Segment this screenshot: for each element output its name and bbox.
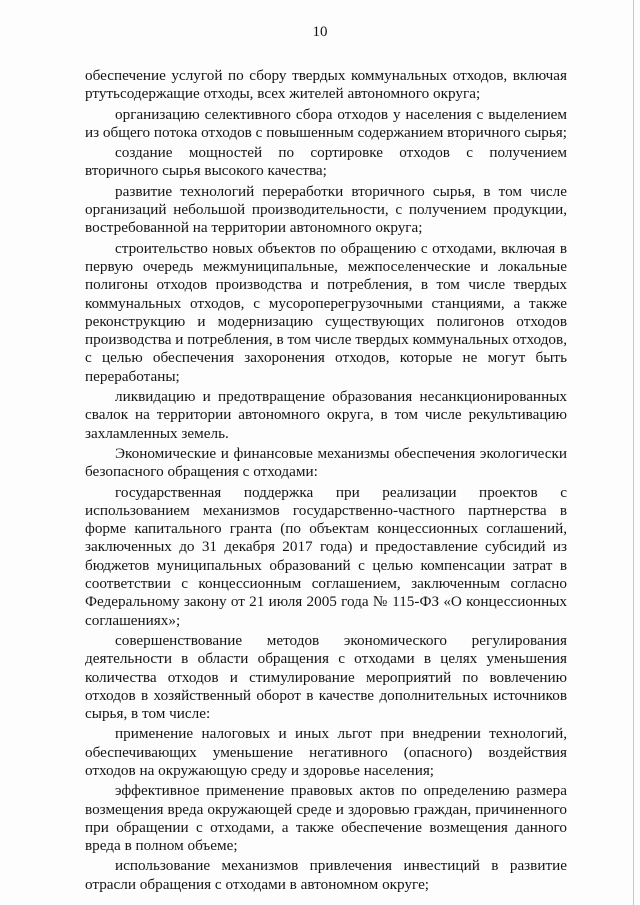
body-text xyxy=(85,67,567,896)
paragraph: Экономические и финансовые механизмы обеспечения экологически безопасного обращения с отходами: xyxy=(85,444,567,481)
page-number: 10 xyxy=(312,24,328,40)
paragraph: ликвидацию и предотвращение образования несанкционированных свалок на территории автономного округа, в том числе рекультивацию захламленных земель. xyxy=(85,388,567,442)
paragraph: использование механизмов привлечения инвестиций в развитие отрасли обращения с отходами в автономном округе; xyxy=(85,857,567,893)
paragraph: развитие технологий переработки вторичного сырья, в том числе организаций небольшой производительности, с получением продукции, востребованной на территории автономного округа; xyxy=(85,182,567,237)
paragraph: эффективное применение правовых актов по определению размера возмещения вреда окружающей среде и здоровью граждан, причиненного при обращении с отходами, а также обеспечение возмещения данного вреда в полном объеме; xyxy=(85,782,567,855)
scan-edge-line xyxy=(633,0,634,905)
paragraph: совершенствование методов экономического регулирования деятельности в области обращения с отходами в целях уменьшения количества отходов и стимулирование мероприятий по вовлечению отходов в хозяйственный оборот в качестве дополнительных источников сырья, в том числе: xyxy=(85,631,567,723)
paragraph: государственная поддержка при реализации проектов с использованием механизмов государственно-частного партнерства в форме капитального гранта (по объектам концессионных соглашений, заключенных до 31 декабря 2017 года) и предоставление субсидий из бюджетов муниципальных образований с целью компенсации затрат в соответствии с концессионным соглашением, заключенным согласно Федеральному закону от 21 июля 2005 года № 115-ФЗ «О концессионных соглашениях»; xyxy=(85,483,567,629)
paragraph: создание мощностей по сортировке отходов с получением вторичного сырья высокого качества; xyxy=(85,144,567,180)
paragraph: строительство новых объектов по обращению с отходами, включая в первую очередь межмуниципальные, межпоселенческие и локальные полигоны отходов производства и потребления, в том числе твердых коммунальных отходов, с мусороперегрузочными станциями, а также реконструкцию и модернизацию существующих полигонов отходов производства и потребления, в том числе твердых коммунальных отходов, с целью обеспечения захоронения отходов, которые не могут быть переработаны; xyxy=(85,239,567,385)
paragraph: применение налоговых и иных льгот при внедрении технологий, обеспечивающих уменьшение негативного (опасного) воздействия отходов на окружающую среду и здоровье населения; xyxy=(85,725,567,779)
paragraph: организацию селективного сбора отходов у населения с выделением из общего потока отходов с повышенным содержанием вторичного сырья; xyxy=(85,105,567,141)
paragraph: обеспечение услугой по сбору твердых коммунальных отходов, включая ртутьсодержащие отходы, всех жителей автономного округа; xyxy=(85,67,567,103)
